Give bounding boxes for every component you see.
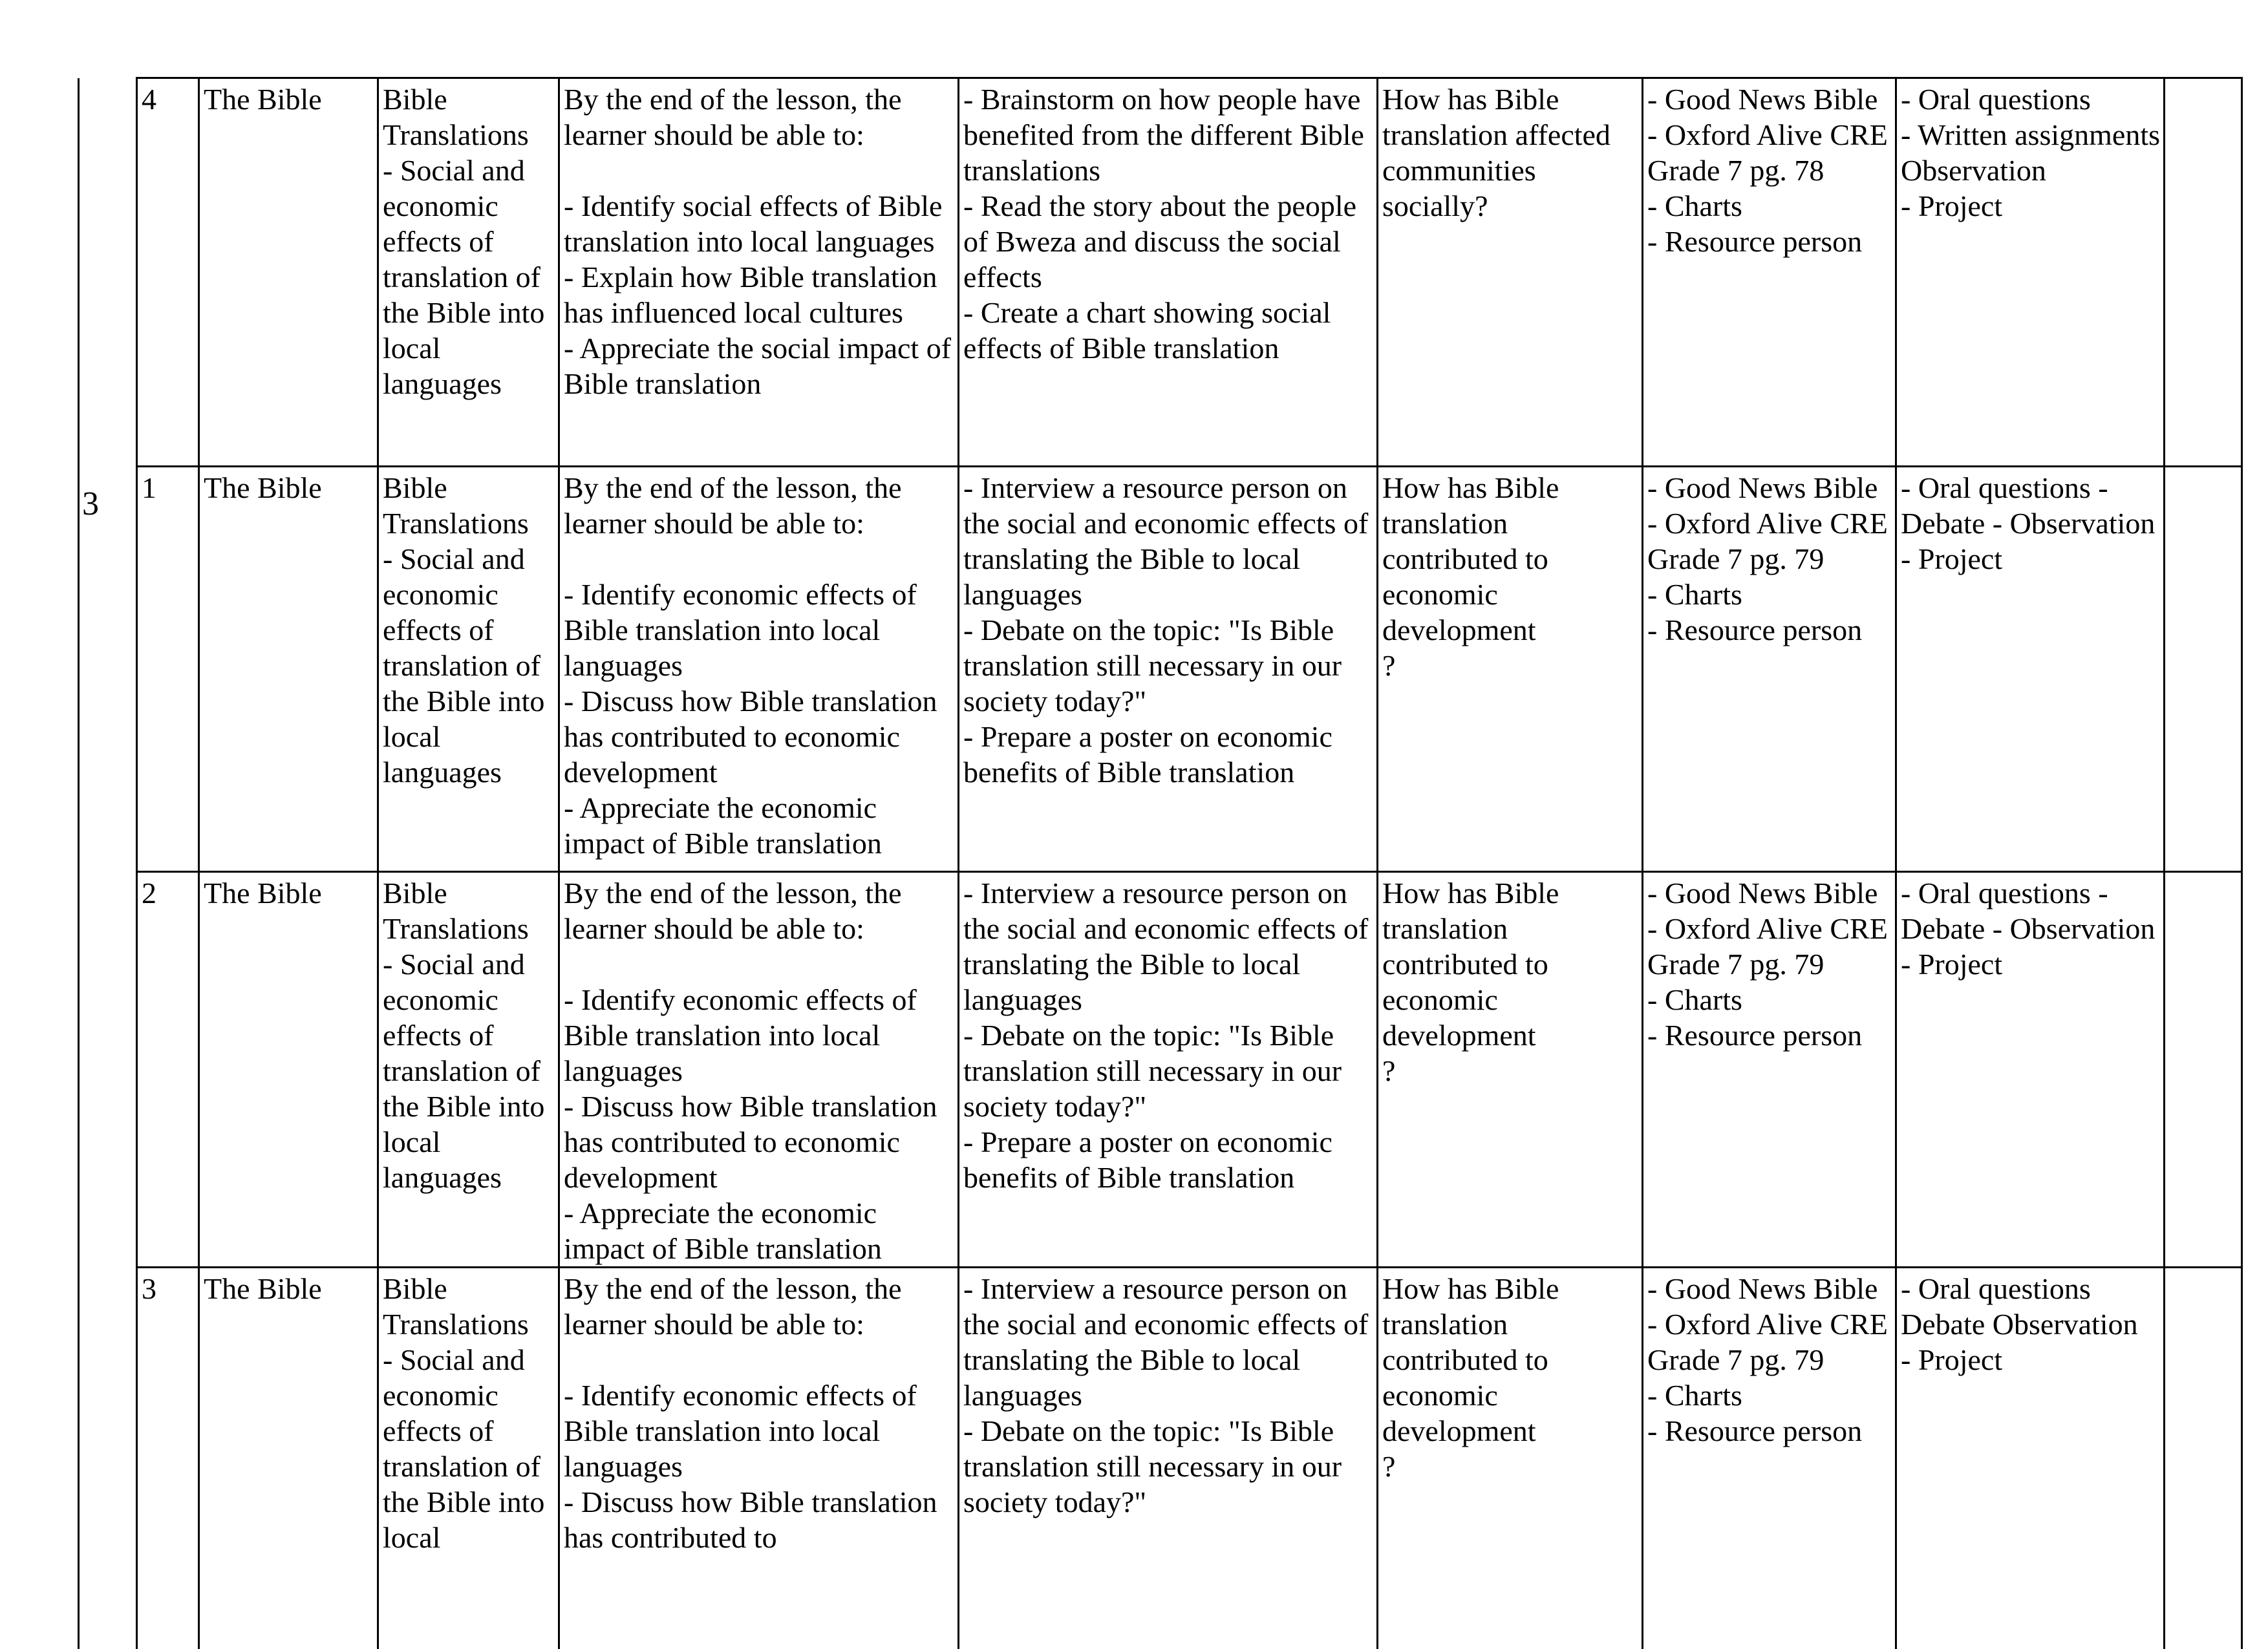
learning-experiences-cell: - Interview a resource person on the social and economic effects of translating the Bible to local languages - Debate on the topic: "Is Bible translation still necessary in our society today?" - Prepare a poster on economic benefits of Bible translation (959, 467, 1378, 872)
week-cell (79, 467, 137, 872)
sub-strand-cell: Bible Translations - Social and economic effects of translation of the Bible into local languages (378, 872, 559, 1268)
scheme-of-work-table (78, 77, 2243, 1649)
learning-experiences-cell: - Interview a resource person on the social and economic effects of translating the Bible to local languages - Debate on the topic: "Is Bible translation still necessary in our society today?" (959, 1268, 1378, 1649)
remarks-cell (2165, 872, 2242, 1268)
learning-outcomes-cell: By the end of the lesson, the learner should be able to: - Identify economic effects of Bible translation into local languages - Discuss how Bible translation has contributed to economic development - Appreciate the economic impact of Bible translation (559, 872, 959, 1268)
week-cell (79, 78, 137, 467)
lesson-cell: 3 (137, 1268, 199, 1649)
strand-cell: The Bible (199, 78, 378, 467)
key-inquiry-cell: How has Bible translation affected communities socially? (1378, 78, 1643, 467)
remarks-cell (2165, 78, 2242, 467)
table-row (79, 872, 2242, 1268)
sub-strand-cell: Bible Translations - Social and economic effects of translation of the Bible into local (378, 1268, 559, 1649)
learning-resources-cell: - Good News Bible - Oxford Alive CRE Grade 7 pg. 79 - Charts - Resource person (1643, 467, 1896, 872)
learning-resources-cell: - Good News Bible - Oxford Alive CRE Grade 7 pg. 79 - Charts - Resource person (1643, 1268, 1896, 1649)
lesson-cell: 4 (137, 78, 199, 467)
assessment-cell: - Oral questions - Debate - Observation - Project (1896, 467, 2165, 872)
week-cell (79, 872, 137, 1268)
strand-cell: The Bible (199, 1268, 378, 1649)
strand-cell: The Bible (199, 872, 378, 1268)
sub-strand-cell: Bible Translations - Social and economic effects of translation of the Bible into local languages (378, 78, 559, 467)
table-row (79, 467, 2242, 872)
learning-experiences-cell: - Interview a resource person on the social and economic effects of translating the Bible to local languages - Debate on the topic: "Is Bible translation still necessary in our society today?" - Prepare a poster on economic benefits of Bible translation (959, 872, 1378, 1268)
learning-resources-cell: - Good News Bible - Oxford Alive CRE Grade 7 pg. 79 - Charts - Resource person (1643, 872, 1896, 1268)
remarks-cell (2165, 467, 2242, 872)
remarks-cell (2165, 1268, 2242, 1649)
key-inquiry-cell: How has Bible translation contributed to economic development ? (1378, 467, 1643, 872)
learning-outcomes-cell: By the end of the lesson, the learner should be able to: - Identify economic effects of Bible translation into local languages - Discuss how Bible translation has contributed to economic development - Appreciate the economic impact of Bible translation (559, 467, 959, 872)
assessment-cell: - Oral questions - Debate - Observation - Project (1896, 872, 2165, 1268)
sub-strand-cell: Bible Translations - Social and economic effects of translation of the Bible into local languages (378, 467, 559, 872)
assessment-cell: - Oral questions Debate Observation - Project (1896, 1268, 2165, 1649)
lesson-cell: 1 (137, 467, 199, 872)
assessment-cell: - Oral questions - Written assignments Observation - Project (1896, 78, 2165, 467)
table-row (79, 1268, 2242, 1649)
lesson-cell: 2 (137, 872, 199, 1268)
learning-resources-cell: - Good News Bible - Oxford Alive CRE Grade 7 pg. 78 - Charts - Resource person (1643, 78, 1896, 467)
week-number: 3 (82, 485, 99, 522)
key-inquiry-cell: How has Bible translation contributed to economic development ? (1378, 1268, 1643, 1649)
week-cell (79, 1268, 137, 1649)
table-row (79, 78, 2242, 467)
key-inquiry-cell: How has Bible translation contributed to economic development ? (1378, 872, 1643, 1268)
learning-outcomes-cell: By the end of the lesson, the learner should be able to: - Identify social effects of Bible translation into local languages - Explain how Bible translation has influenced local cultures - Appreciate the social impact of Bible translation (559, 78, 959, 467)
strand-cell: The Bible (199, 467, 378, 872)
learning-experiences-cell: - Brainstorm on how people have benefited from the different Bible translations - Read the story about the people of Bweza and discuss the social effects - Create a chart showing social effects of Bible translation (959, 78, 1378, 467)
learning-outcomes-cell: By the end of the lesson, the learner should be able to: - Identify economic effects of Bible translation into local languages - Discuss how Bible translation has contributed to (559, 1268, 959, 1649)
